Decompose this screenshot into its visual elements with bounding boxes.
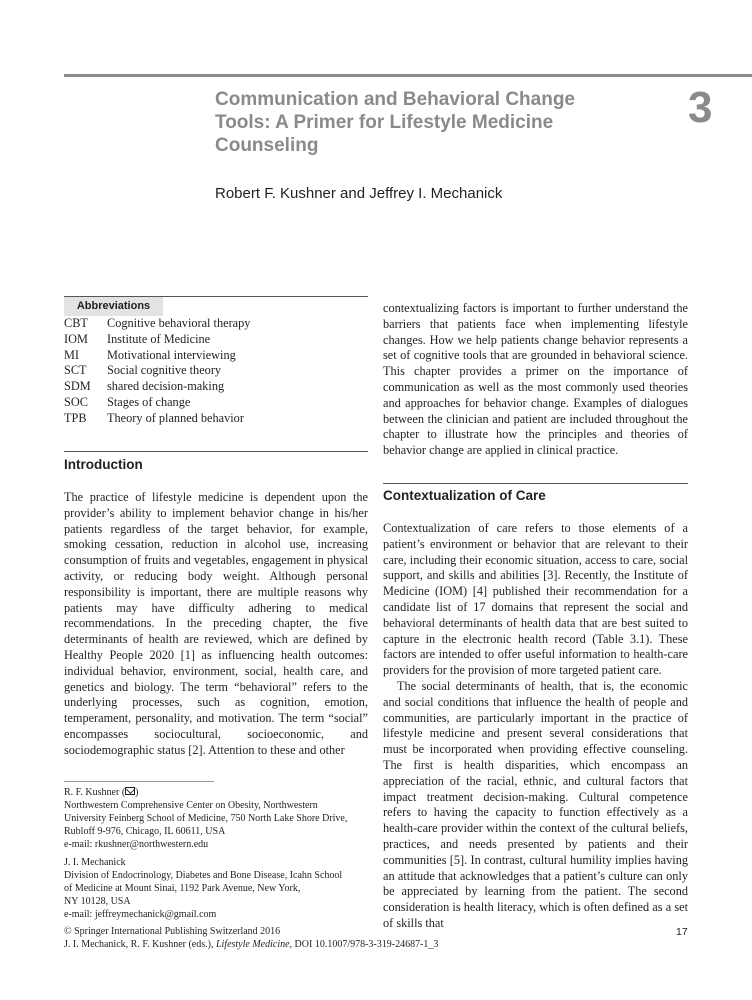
author2-name: J. I. Mechanick — [64, 857, 126, 868]
abbreviation-meaning: Theory of planned behavior — [107, 410, 244, 425]
citation-book-title: Lifestyle Medicine — [215, 939, 290, 950]
author1-affiliation: University Feinberg School of Medicine, 750 North Lake Shore Drive, — [64, 813, 348, 824]
chapter-title: Communication and Behavioral Change Tools: A Primer for Lifestyle Medicine Counseling — [215, 89, 575, 156]
author2-affiliation: of Medicine at Mount Sinai, 1192 Park Avenue, New York, — [64, 883, 301, 894]
author1-footnote — [64, 786, 376, 851]
abbreviation-term: IOM — [64, 331, 88, 346]
copyright-line: © Springer International Publishing Switzerland 2016 — [64, 926, 281, 937]
abbreviation-term: TPB — [64, 410, 87, 425]
author1-name-end: ) — [135, 787, 139, 798]
abbreviation-term: MI — [64, 347, 80, 362]
author2-affiliation: NY 10128, USA — [64, 896, 131, 907]
introduction-rule — [64, 451, 368, 452]
page-number: 17 — [676, 926, 688, 938]
abbreviation-meaning: Stages of change — [107, 394, 191, 409]
footnote-rule — [64, 781, 214, 782]
abbreviation-item — [64, 316, 368, 332]
introduction-heading: Introduction — [64, 457, 143, 472]
abbreviation-term: SOC — [64, 394, 88, 409]
author1-affiliation: Rubloff 9-976, Chicago, IL 60611, USA — [64, 826, 226, 837]
contextualization-paragraph-1: Contextualization of care refers to those elements of a patient’s environment or behavior that are relevant to their care, including their economic situation, access to care, social support, and skills and abilities [3]. Recently, the Institute of Medicine (IOM) [4] published their recommendation for a candidate list of 17 domains that represent the social and behavioral determinants of health data that are best suited to capture in the electronic health record (Table 3.1). These factors are intended to offer useful information to health-care providers for the provision of more targeted patient care. — [383, 521, 688, 678]
author1-email[interactable]: e-mail: rkushner@northwestern.edu — [64, 839, 209, 850]
citation-line — [64, 938, 438, 951]
contextualization-heading: Contextualization of Care — [383, 488, 546, 503]
abbreviation-meaning: Social cognitive theory — [107, 363, 222, 378]
abbreviation-term: SDM — [64, 379, 91, 394]
author2-email[interactable]: e-mail: jeffreymechanick@gmail.com — [64, 909, 217, 920]
author2-footnote — [64, 856, 376, 921]
contextualization-paragraph-2: The social determinants of health, that is, the economic and social conditions that influence the health of people and communities, are particularly important in the practice of lifestyle medicine and present several considerations that must be incorporated when providing effective counseling. The first is health disparities, which encompass an appreciation of the racial, ethnic, and cultural factors that impact treatment decision-making. Cultural competence refers to having the capacity to function effectively as a health-care provider within the context of the cultural beliefs, practices, and needs presented by patients and their communities [5]. In contrast, cultural humility implies having an attitude that acknowledges that a patient’s culture can only be appreciated by learning from the patient. The second consideration is health literacy, which is often defined as a set of skills that — [383, 679, 688, 930]
abbreviation-item — [64, 363, 368, 379]
copyright-block — [64, 925, 438, 951]
mail-icon — [125, 787, 135, 795]
abbreviation-item — [64, 379, 368, 395]
abbreviation-term: SCT — [64, 363, 87, 378]
author2-affiliation: Division of Endocrinology, Diabetes and Bone Disease, Icahn School — [64, 870, 343, 881]
citation-doi[interactable]: , DOI 10.1007/978-3-319-24687-1_3 — [289, 939, 439, 950]
abbreviation-item — [64, 411, 368, 427]
contextualization-rule — [383, 483, 688, 484]
abbreviation-meaning: Motivational interviewing — [107, 347, 236, 362]
top-rule — [64, 74, 752, 77]
abbreviation-term: CBT — [64, 316, 88, 330]
abbreviation-meaning: Institute of Medicine — [107, 331, 211, 346]
abbreviation-item — [64, 332, 368, 348]
abbreviation-item — [64, 395, 368, 411]
right-intro-paragraph: contextualizing factors is important to further understand the barriers that patients face when implementing lifestyle changes. How we help patients change behavior represents a set of cognitive tools that are grounded in behavioral science. This chapter provides a primer on the importance of communication as well as the most commonly used theories and approaches for behavior change. Examples of dialogues between the clinician and patient are included throughout the chapter to illustrate how the principles and theories of behavior change are applied in clinical practice. — [383, 301, 688, 458]
abbreviations-heading: Abbreviations — [64, 297, 163, 316]
abbreviations-list — [64, 316, 368, 427]
abbreviation-meaning: shared decision-making — [107, 379, 225, 394]
chapter-number: 3 — [688, 83, 713, 132]
abbreviation-item — [64, 348, 368, 364]
authors: Robert F. Kushner and Jeffrey I. Mechanick — [215, 185, 503, 202]
introduction-paragraph: The practice of lifestyle medicine is dependent upon the provider’s ability to implement behavior change in his/her patients regardless of the target behavior, for example, smoking cessation, reduction in alcohol use, increasing consumption of fruits and vegetables, engagement in physical activity, or reducing body weight. Although personal responsibility is important, there are multiple reasons why patients may have difficulty adhering to medical recommendations. In the preceding chapter, the five determinants of health are reviewed, which are defined by Healthy People 2020 [1] as influencing health outcomes: individual behavior, environment, social, health care, and genetics and biology. The term “behavioral” refers to the underlying processes, such as cognition, emotion, temperament, personality, and motivation. The term “social” encompasses sociocultural, socioeconomic, and sociodemographic status [2]. Attention to these and other — [64, 490, 368, 757]
author1-name: R. F. Kushner ( — [64, 787, 126, 798]
abbreviation-meaning: Cognitive behavioral therapy — [107, 316, 251, 330]
citation-prefix: J. I. Mechanick, R. F. Kushner (eds.), — [64, 939, 216, 950]
author1-affiliation: Northwestern Comprehensive Center on Obesity, Northwestern — [64, 800, 318, 811]
